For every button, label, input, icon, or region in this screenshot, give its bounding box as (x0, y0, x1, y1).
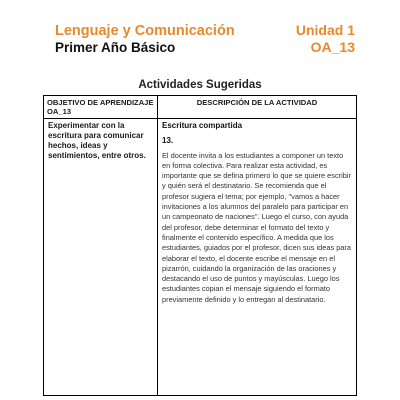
activity-number: 13. (162, 136, 174, 146)
activities-table (43, 95, 357, 396)
table-header-row (44, 96, 357, 119)
document-header (55, 22, 355, 56)
header-row-2 (55, 39, 355, 56)
unit-label: Unidad 1 (295, 22, 355, 38)
activity-title: Escritura compartida (162, 121, 243, 130)
header-row-1 (55, 22, 355, 39)
activity-text: El docente invita a los estudiantes a componer un texto en forma colectiva. Para realizar esta actividad, es importante que se defina primero lo que se quiere escribir y quién será el destinatario. Se recomienda que el profesor sugiera el tema; por ejemplo, "vamos a hacer invitaciones a los alumnos del paralelo para participar en un campeonato de naciones". Luego el curso, con ayuda del profesor, debe determinar el formato del texto y finalmente el contenido específico. A medida que los estudiantes, guiados por el profesor, dicen sus ideas para elaborar el texto, el docente escribe el mensaje en el pizarrón, cuidando la organización de las oraciones y destacando el uso de puntos y mayúsculas. Luego los estudiantes copian el mensaje siguiendo el formato previamente definido y lo entregan al destinatario. (162, 150, 351, 304)
objective-code: OA_13 (310, 39, 355, 55)
description-column-header: DESCRIPCIÓN DE LA ACTIVIDAD (158, 96, 357, 119)
objective-cell: Experimentar con la escritura para comunicar hechos, ideas y sentimientos, entre otros. (44, 119, 158, 396)
subject-title: Lenguaje y Comunicación (55, 23, 235, 39)
description-cell (158, 119, 357, 396)
table-row (44, 119, 357, 396)
objective-column-header: OBJETIVO DE APRENDIZAJE OA_13 (44, 96, 158, 119)
grade-label: Primer Año Básico (55, 40, 176, 55)
section-title: Actividades Sugeridas (138, 79, 262, 91)
